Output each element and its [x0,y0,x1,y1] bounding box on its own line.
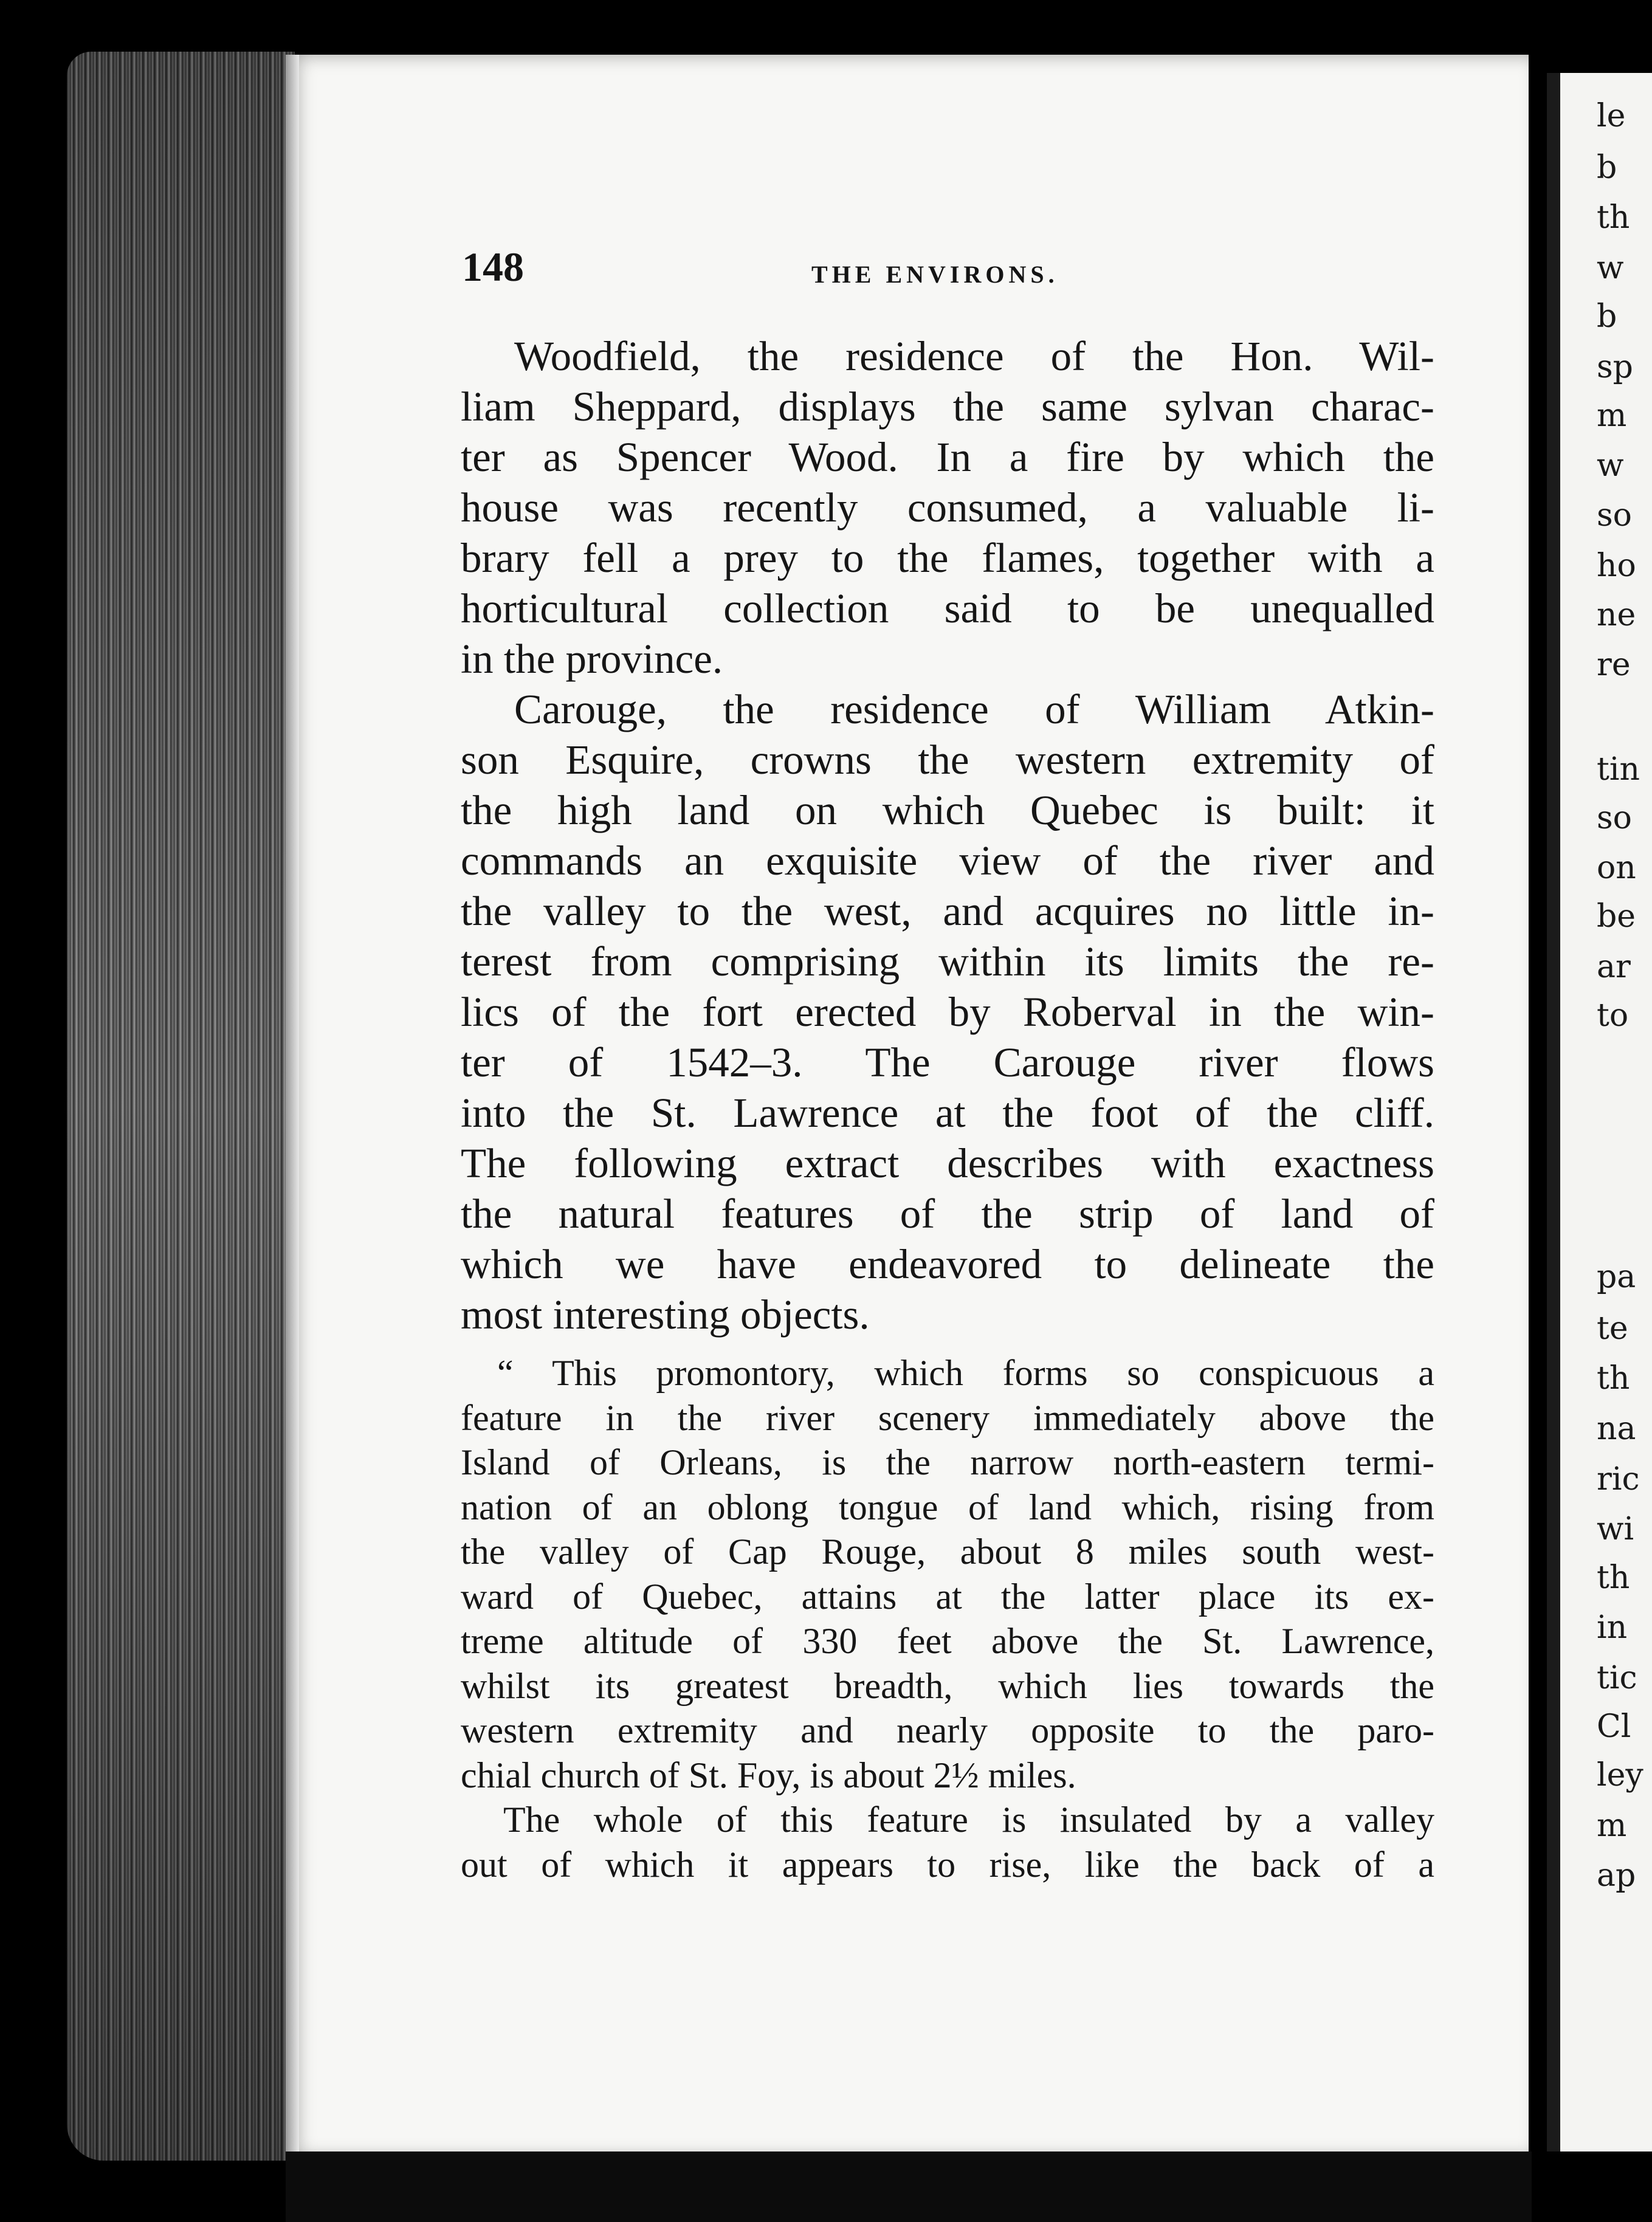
text-line: lics of the fort erected by Roberval in the win- [461,989,1434,1035]
facing-page-fragment: tin [1597,751,1640,788]
text-line: treme altitude of 330 feet above the St. Lawrence, [461,1621,1434,1661]
facing-page-fragment: re [1597,647,1631,683]
text-line: liam Sheppard, displays the same sylvan charac- [461,384,1434,430]
text-line: The following extract describes with exactness [461,1140,1434,1186]
text-line: son Esquire, crowns the western extremity of [461,737,1434,783]
facing-page-fragment: pa [1597,1259,1636,1295]
text-line: Carouge, the residence of William Atkin- [514,686,1434,732]
facing-page-fragment: te [1597,1310,1628,1347]
text-line: house was recently consumed, a valuable li- [461,484,1434,531]
text-line: which we have endeavored to delineate the [461,1241,1434,1287]
text-line: feature in the river scenery immediately above the [461,1397,1434,1438]
text-line: ter as Spencer Wood. In a fire by which the [461,434,1434,480]
page-header [462,243,1434,298]
text-line: the natural features of the strip of land of [461,1191,1434,1237]
facing-page-fragment: in [1597,1609,1628,1646]
facing-page-edge [1547,73,1652,2151]
text-line: in the province. [461,636,723,682]
facing-page-fragment: th [1597,199,1630,236]
facing-page-fragment: ric [1597,1461,1640,1498]
text-line: chial church of St. Foy, is about 2½ miles. [461,1755,1076,1795]
page-gutter-shadow [286,55,299,2158]
facing-page-fragment: wi [1597,1511,1634,1547]
text-line: commands an exquisite view of the river and [461,838,1434,884]
text-line: whilst its greatest breadth, which lies towards the [461,1665,1434,1706]
page-bottom-shadow [286,2151,1532,2222]
facing-page-fragment: ap [1597,1857,1636,1894]
facing-page-fragment: b [1597,150,1617,186]
facing-page-fragment: m [1597,1808,1627,1844]
facing-page-fragment: ley [1597,1757,1643,1794]
text-line: The whole of this feature is insulated by a valley [503,1800,1434,1840]
paragraph-carouge [461,684,1434,1340]
facing-page-fragment: b [1597,298,1617,335]
facing-page-fragment: na [1597,1411,1636,1447]
text-line: ward of Quebec, attains at the latter place its ex- [461,1576,1434,1617]
text-line: western extremity and nearly opposite to the paro- [461,1710,1434,1750]
text-line: “ This promontory, which forms so conspicuous a [497,1353,1434,1393]
facing-page-fragment: Cl [1597,1708,1631,1745]
text-line: Island of Orleans, is the narrow north-eastern termi- [461,1442,1434,1482]
facing-page-fragment: ar [1597,949,1631,985]
page-number: 148 [462,244,524,290]
text-line: out of which it appears to rise, like the back of a [461,1844,1434,1885]
facing-page-fragment: w [1597,250,1624,286]
text-line: into the St. Lawrence at the foot of the cliff. [461,1090,1434,1136]
text-line: horticultural collection said to be unequalled [461,585,1434,631]
facing-page-fragment: on [1597,850,1636,886]
page-body [461,331,1434,1887]
facing-page-fragment: th [1597,1560,1630,1596]
text-line: the high land on which Quebec is built: it [461,787,1434,833]
book-fore-edge [67,52,295,2161]
text-line: Woodfield, the residence of the Hon. Wil- [514,333,1434,379]
text-line: most interesting objects. [461,1292,870,1338]
facing-page-fragment: th [1597,1360,1630,1397]
facing-page-fragment: ne [1597,597,1636,633]
text-line: nation of an oblong tongue of land which, rising from [461,1487,1434,1527]
facing-page-fragment: w [1597,447,1624,484]
text-line: the valley to the west, and acquires no little in- [461,888,1434,934]
facing-page-fragment: ho [1597,548,1636,584]
facing-page-fragment: tic [1597,1660,1637,1696]
facing-page-fragment: le [1597,98,1626,134]
facing-page-fragment: m [1597,397,1627,434]
quoted-extract [461,1351,1434,1887]
facing-page-fragment: so [1597,497,1632,534]
running-head: THE ENVIRONS. [811,261,1059,288]
text-line: the valley of Cap Rouge, about 8 miles south west- [461,1532,1434,1572]
paragraph-woodfield [461,331,1434,684]
text-line: terest from comprising within its limits the re- [461,938,1434,985]
facing-page-fragment: to [1597,997,1629,1034]
facing-page-fragment: so [1597,800,1632,836]
facing-page-fragment: sp [1597,349,1633,385]
text-line: ter of 1542–3. The Carouge river flows [461,1039,1434,1085]
text-line: brary fell a prey to the flames, together with a [461,535,1434,581]
facing-page-fragment: be [1597,898,1636,935]
